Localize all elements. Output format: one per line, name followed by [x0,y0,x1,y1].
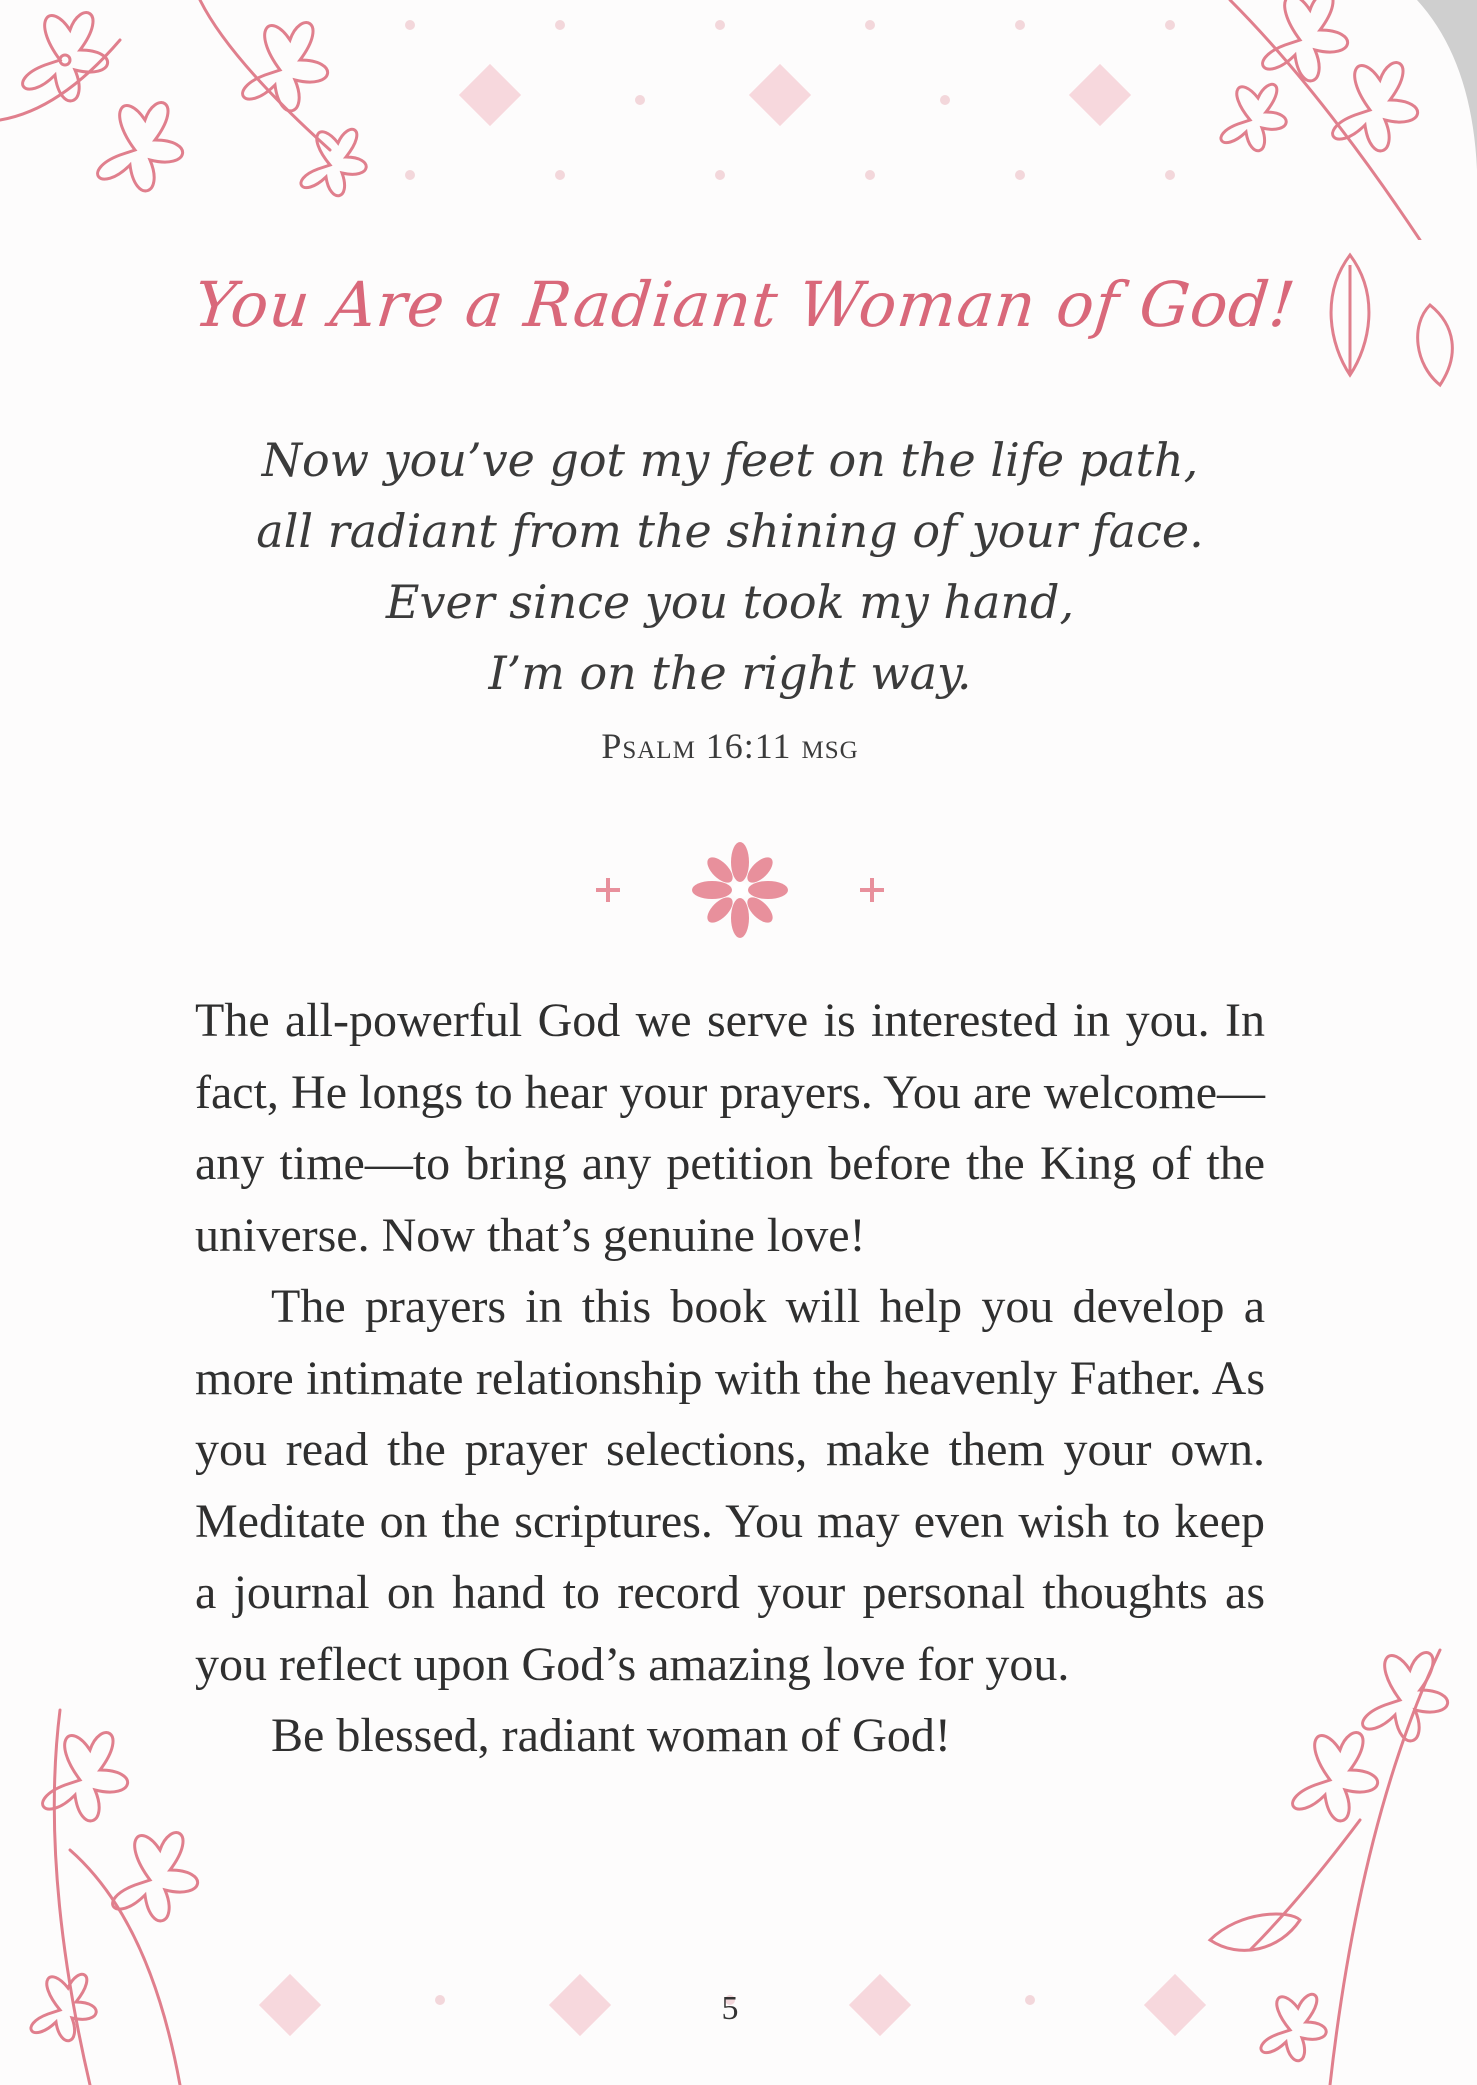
verse-line: I’m on the right way. [488,646,972,700]
flower-icon [113,1833,198,1921]
sparkle-icon [596,878,620,902]
flower-icon [1293,1733,1378,1821]
flower-icon [1333,63,1418,151]
diamond-ornament-icon [849,1974,911,2036]
flower-icon [243,23,328,111]
center-ornament [580,830,900,950]
body-paragraph: The all-powerful God we serve is interested in you. In fact, He longs to hear your prayers. You are welcome—any time—to bring any petition before the King of the universe. Now that’s genuine love! [195,994,1265,1262]
flower-icon [1221,84,1286,150]
flower-icon [31,1974,96,2040]
sparkle-icon [860,878,884,902]
flower-ornament-icon [692,842,788,938]
flower-icon [23,13,108,101]
page-number: 5 [721,1990,739,2027]
scripture-verse [180,425,1280,709]
page-title: You Are a Radiant Woman of God! [190,268,1300,341]
verse-line: Now you’ve got my feet on the life path, [261,433,1199,487]
verse-line: all radiant from the shining of your face. [256,504,1204,558]
flower-icon [301,129,366,195]
verse-reference: Psalm 16:11 msg [601,726,859,766]
verse-line: Ever since you took my hand, [385,575,1075,629]
top-floral-border [0,0,1477,240]
diamond-ornament-icon [1144,1974,1206,2036]
diamond-ornament-icon [549,1974,611,2036]
diamond-ornament-icon [259,1974,321,2036]
diamond-ornament-icon [459,64,521,126]
flower-icon [1263,0,1348,81]
flower-icon [98,103,183,191]
flower-icon [1363,1653,1448,1741]
body-paragraph: The prayers in this book will help you develop a more intimate relationship with the heavenly Father. As you read the prayer selections, make them your own. Meditate on the scriptures. You may even wish to keep a journal on hand to record your personal thoughts as you reflect upon God’s amazing love for you. [195,1280,1265,1691]
diamond-ornament-icon [1069,64,1131,126]
diamond-ornament-icon [749,64,811,126]
flower-icon [1261,1994,1326,2060]
body-paragraph: Be blessed, radiant woman of God! [271,1709,951,1762]
leaf-icon [1320,245,1477,405]
